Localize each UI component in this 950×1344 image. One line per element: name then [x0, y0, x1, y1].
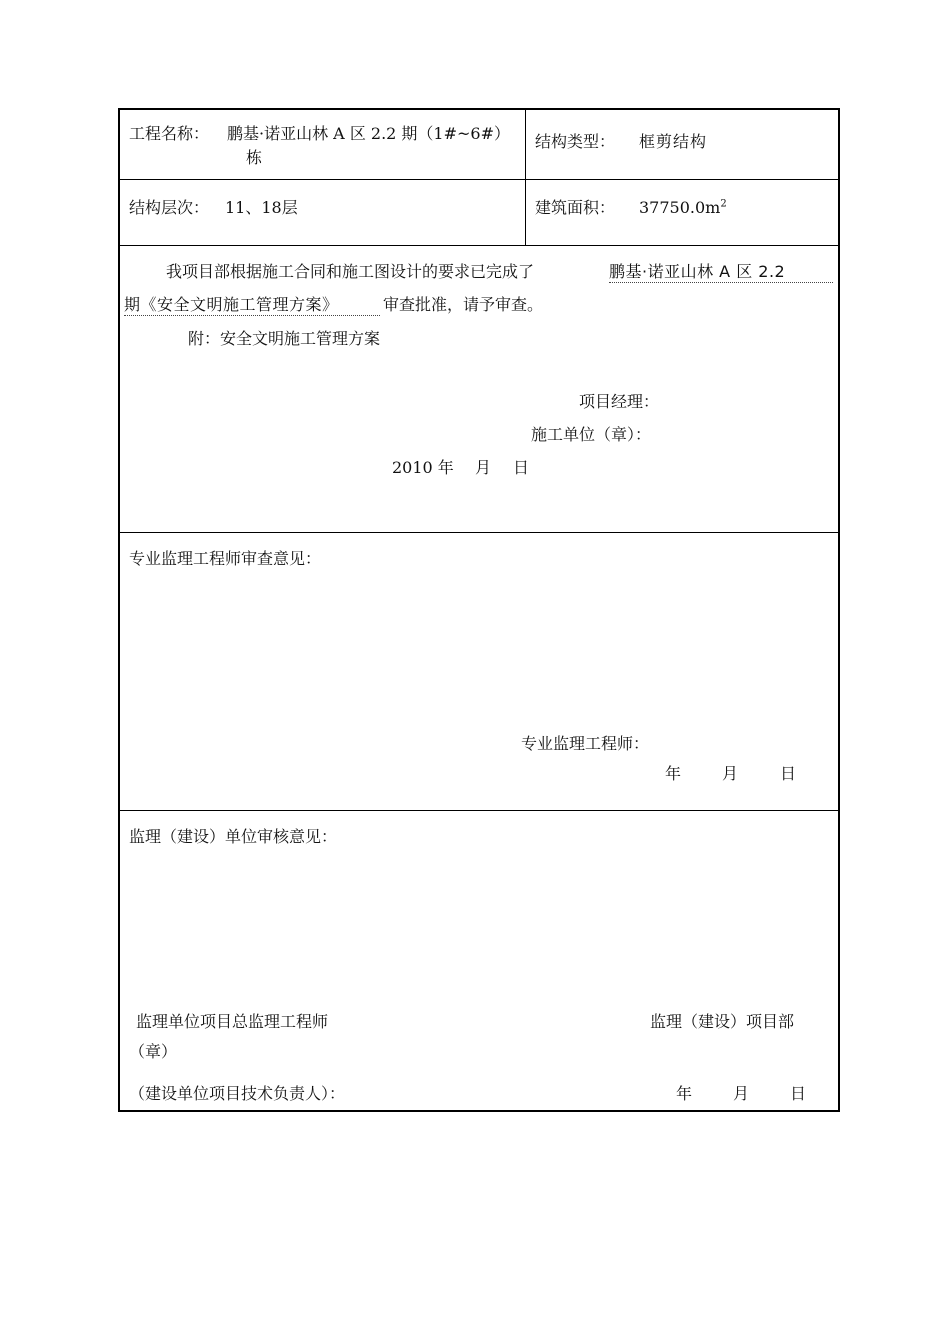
- row-divider-2: [120, 245, 838, 246]
- project-name-value: 鹏基·诺亚山林 A 区 2.2 期（1#~6#）: [227, 124, 511, 143]
- engineer-date-year: 年: [665, 764, 682, 783]
- declaration-date-month: 月: [475, 458, 492, 477]
- seal-label: （章）: [129, 1042, 178, 1061]
- attachment: 附：安全文明施工管理方案: [188, 329, 381, 348]
- area-unit-superscript: 2: [720, 198, 727, 210]
- column-divider: [525, 110, 526, 245]
- structure-type-value: 框剪结构: [639, 132, 708, 151]
- engineer-date-day: 日: [780, 764, 797, 783]
- area-value: [639, 198, 727, 218]
- declaration-text-cont: 审查批准，请予审查。: [383, 295, 544, 314]
- declaration-date-year: 2010 年: [392, 458, 454, 477]
- unit-date-month: 月: [733, 1084, 750, 1103]
- area-label: 建筑面积：: [535, 198, 616, 217]
- contractor-seal-label: 施工单位（章）：: [531, 425, 652, 444]
- unit-date-day: 日: [790, 1084, 807, 1103]
- unit-date-year: 年: [676, 1084, 693, 1103]
- engineer-signature-label: 专业监理工程师：: [521, 734, 650, 753]
- plan-name-underlined: 期《安全文明施工管理方案》: [124, 295, 380, 316]
- project-name-label: 工程名称：: [129, 124, 210, 143]
- project-manager-label: 项目经理：: [579, 392, 660, 411]
- project-name-value-cont: 栋: [246, 148, 263, 167]
- project-name-underlined: 鹏基·诺亚山林 A 区 2.2: [609, 262, 833, 283]
- unit-review-title: 监理（建设）单位审核意见：: [129, 827, 338, 846]
- owner-representative-label: （建设单位项目技术负责人）：: [129, 1084, 346, 1103]
- construction-plan-approval-form: [118, 108, 840, 1112]
- declaration-date-day: 日: [513, 458, 530, 477]
- project-dept-label: 监理（建设）项目部: [650, 1012, 795, 1031]
- structure-type-label: 结构类型：: [535, 132, 616, 151]
- row-divider-3: [120, 532, 838, 533]
- row-divider-1: [120, 179, 838, 180]
- area-number: 37750.0m: [639, 198, 721, 217]
- floors-label: 结构层次：: [129, 198, 210, 217]
- declaration-text: 我项目部根据施工合同和施工图设计的要求已完成了: [166, 262, 535, 281]
- row-divider-4: [120, 810, 838, 811]
- engineer-review-title: 专业监理工程师审查意见：: [129, 549, 322, 568]
- floors-value: 11、18层: [225, 198, 298, 217]
- chief-engineer-label: 监理单位项目总监理工程师: [136, 1012, 329, 1031]
- engineer-date-month: 月: [722, 764, 739, 783]
